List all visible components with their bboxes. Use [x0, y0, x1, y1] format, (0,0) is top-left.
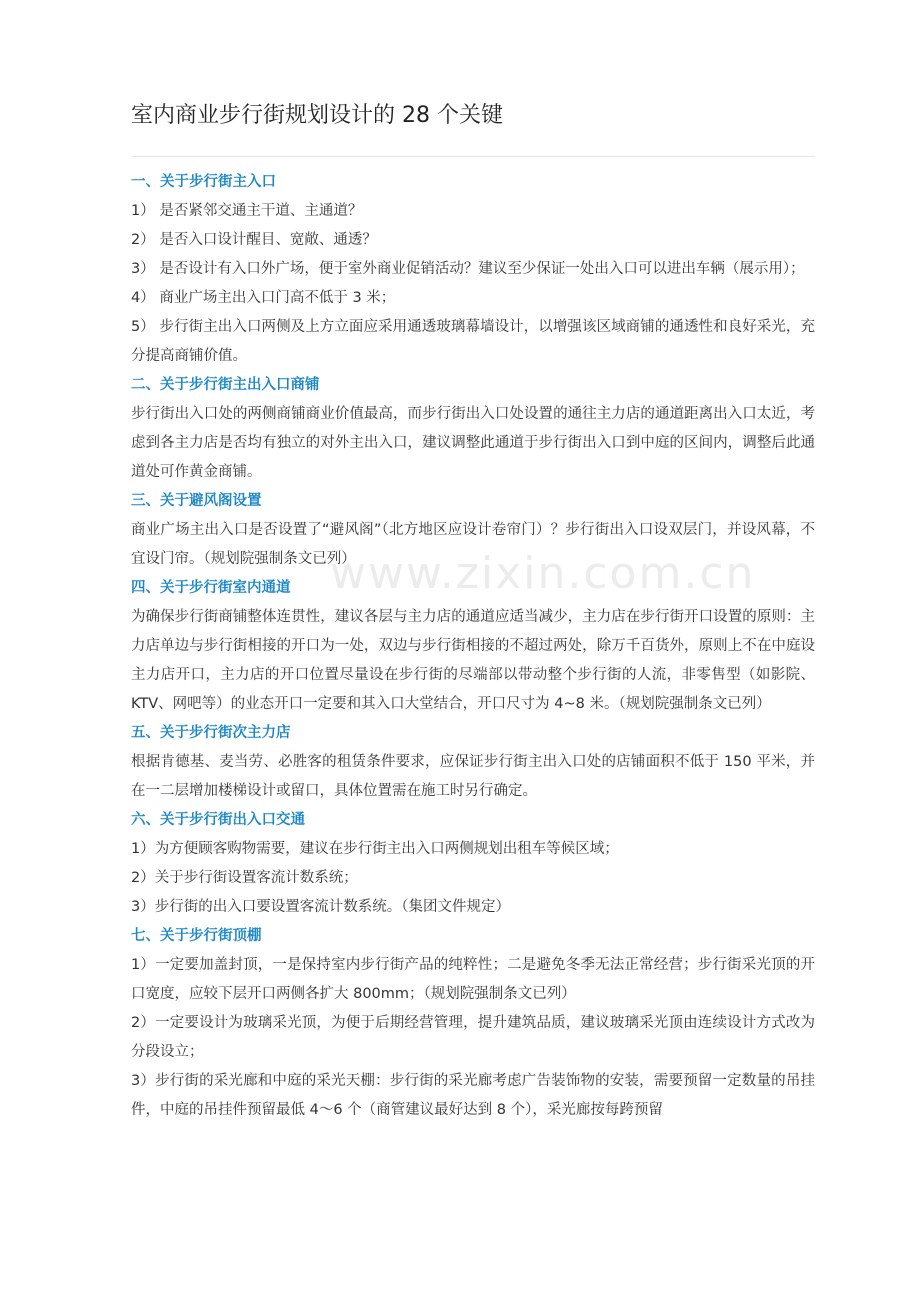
section-heading: 一、关于步行街主入口: [131, 174, 276, 190]
paragraph: 4） 商业广场主出入口门高不低于 3 米；: [131, 290, 396, 306]
section-2: [131, 371, 815, 487]
section-7: [131, 922, 815, 1125]
watermark: www.zixin.com.cn: [330, 548, 756, 599]
document-body: [131, 168, 815, 1125]
section-heading: 三、关于避风阁设置: [131, 493, 262, 509]
section-3: [131, 487, 815, 574]
section-heading: 四、关于步行街室内通道: [131, 580, 291, 596]
paragraph: 为确保步行街商铺整体连贯性，建议各层与主力店的通道应适当减少，主力店在步行街开口设置的原则：主力店单边与步行街相接的开口为一处，双边与步行街相接的不超过两处，除万千百货外，原则上不在中庭设主力店开口，主力店的开口位置尽量设在步行街的尽端部以带动整个步行街的人流，非零售型（如影院、KTV、网吧等）的业态开口一定要和其入口大堂结合，开口尺寸为 4~8 米。（规划院强制条文已列）: [131, 609, 815, 712]
paragraph: 3） 是否设计有入口外广场，便于室外商业促销活动？建议至少保证一处出入口可以进出车辆（展示用）；: [131, 261, 805, 277]
section-1: [131, 168, 815, 371]
section-5: [131, 719, 815, 806]
document-title: 室内商业步行街规划设计的 28 个关键: [131, 103, 503, 128]
section-heading: 五、关于步行街次主力店: [131, 725, 291, 741]
paragraph: 1）一定要加盖封顶，一是保持室内步行街产品的纯粹性；二是避免冬季无法正常经营；步行街采光顶的开口宽度，应较下层开口两侧各扩大 800mm；（规划院强制条文已列）: [131, 957, 815, 1002]
paragraph: 2）一定要设计为玻璃采光顶，为便于后期经营管理，提升建筑品质，建议玻璃采光顶由连续设计方式改为分段设立；: [131, 1015, 815, 1060]
section-heading: 七、关于步行街顶棚: [131, 928, 262, 944]
paragraph: 3）步行街的采光廊和中庭的采光天棚：步行街的采光廊考虑广告装饰物的安装，需要预留一定数量的吊挂件，中庭的吊挂件预留最低 4～6 个（商管建议最好达到 8 个），采光廊按每跨预留: [131, 1073, 815, 1118]
paragraph: 1）为方便顾客购物需要，建议在步行街主出入口两侧规划出租车等候区域；: [131, 841, 619, 857]
section-4: [131, 574, 815, 719]
paragraph: 3）步行街的出入口要设置客流计数系统。（集团文件规定）: [131, 899, 510, 915]
paragraph: 根据肯德基、麦当劳、必胜客的租赁条件要求，应保证步行街主出入口处的店铺面积不低于 150 平米，并在一二层增加楼梯设计或留口，具体位置需在施工时另行确定。: [131, 754, 815, 799]
paragraph: 步行街出入口处的两侧商铺商业价值最高，而步行街出入口处设置的通往主力店的通道距离出入口太近，考虑到各主力店是否均有独立的对外主出入口，建议调整此通道于步行街出入口到中庭的区间内，调整后此通道处可作黄金商铺。: [131, 406, 815, 480]
section-6: [131, 806, 815, 922]
paragraph: 5） 步行街主出入口两侧及上方立面应采用通透玻璃幕墙设计，以增强该区域商铺的通透性和良好采光，充分提高商铺价值。: [131, 319, 815, 364]
section-heading: 二、关于步行街主出入口商铺: [131, 377, 320, 393]
paragraph: 2） 是否入口设计醒目、宽敞、通透？: [131, 232, 377, 248]
paragraph: 商业广场主出入口是否设置了“避风阁”（北方地区应设计卷帘门）？步行街出入口设双层门，并设风幕，不宜设门帘。（规划院强制条文已列）: [131, 522, 815, 567]
title-divider: [131, 156, 815, 157]
paragraph: 1） 是否紧邻交通主干道、主通道？: [131, 203, 363, 219]
section-heading: 六、关于步行街出入口交通: [131, 812, 305, 828]
paragraph: 2）关于步行街设置客流计数系统；: [131, 870, 358, 886]
